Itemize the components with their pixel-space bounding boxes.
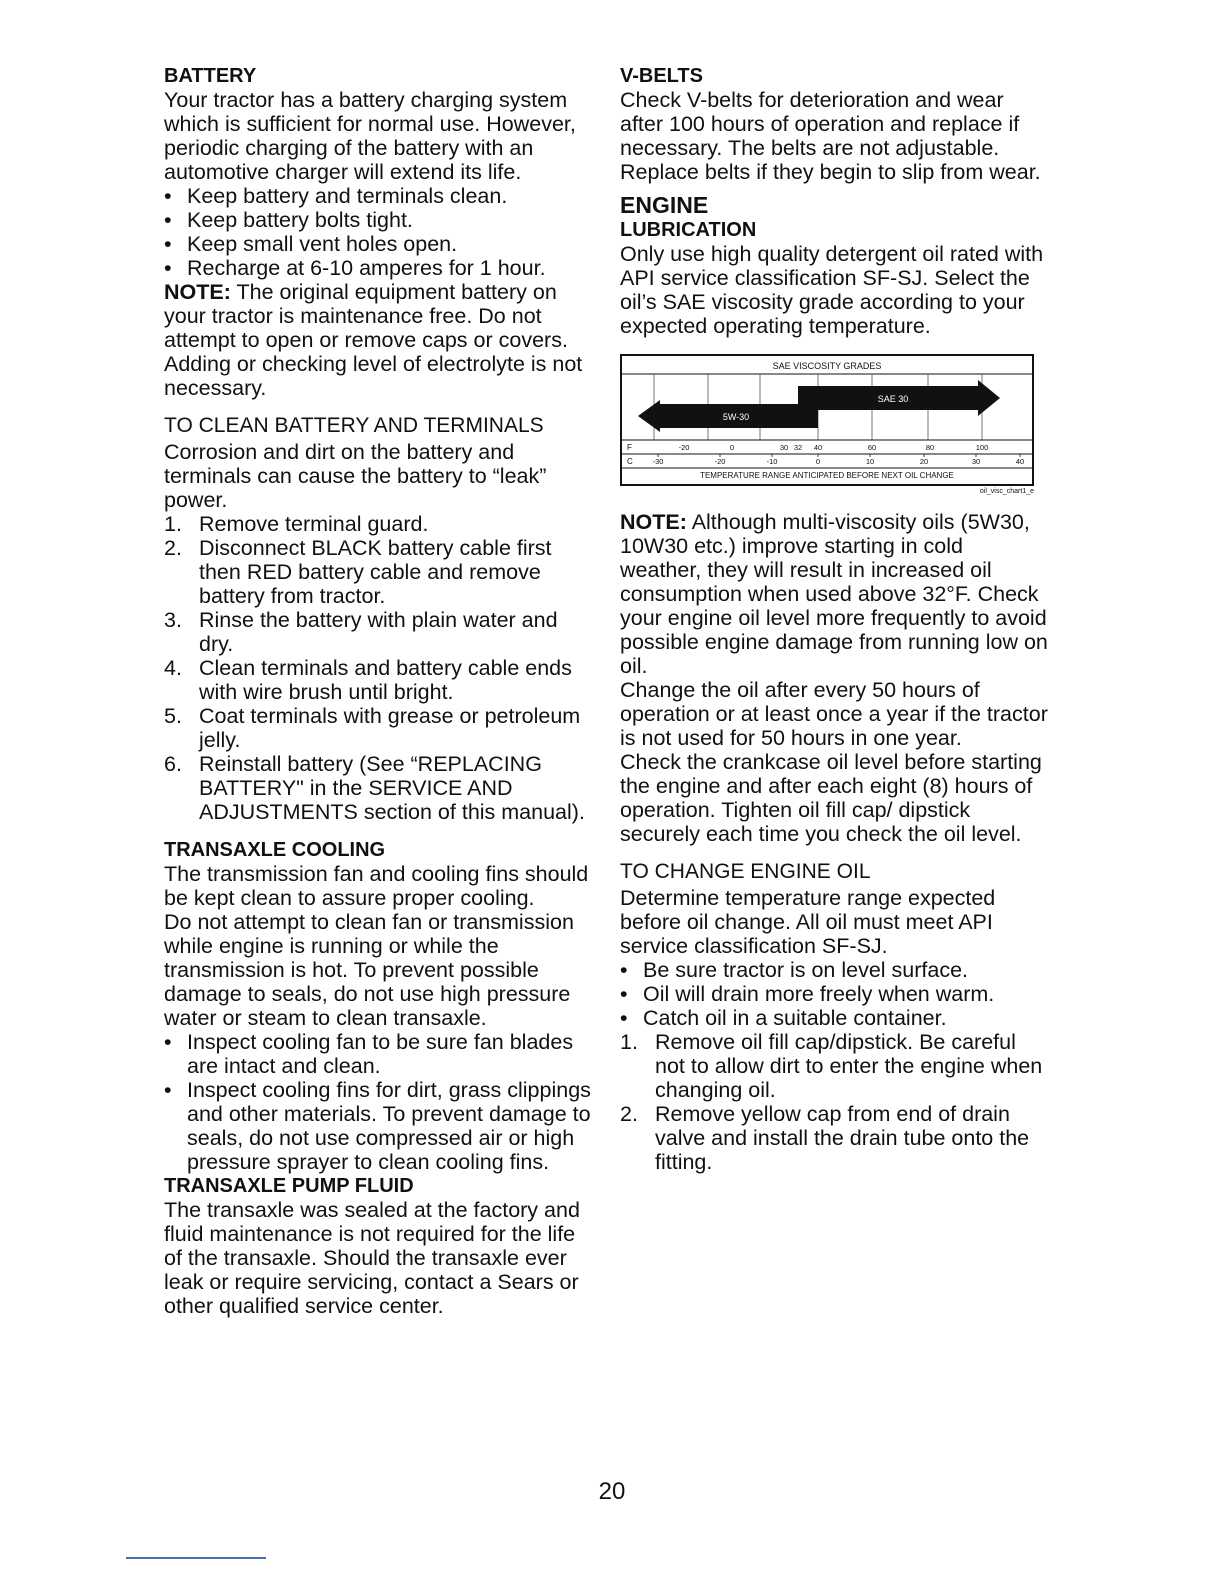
list-item	[164, 752, 596, 824]
list-item: • Oil will drain more freely when warm.	[620, 982, 1050, 1006]
bar-sae30-label: SAE 30	[877, 394, 909, 404]
step-text: Remove oil fill cap/dipstick. Be careful not to allow dirt to enter the engine when changing oil.	[655, 1030, 1043, 1102]
scale-c-label: C	[627, 457, 633, 466]
tick-label-f: -20	[678, 443, 690, 452]
list-item: • Inspect cooling fins for dirt, grass clippings and other materials. To prevent damage to seals, do not use compressed air or high pressure sprayer to clean cooling fins.	[164, 1078, 596, 1174]
step-text: Remove terminal guard.	[199, 512, 429, 536]
sae-viscosity-chart	[620, 354, 1034, 486]
clean-battery-heading: TO CLEAN BATTERY AND TERMINALS	[164, 414, 544, 437]
footer-rule	[126, 1557, 266, 1559]
step-text: Coat terminals with grease or petroleum jelly.	[199, 704, 581, 752]
lubrication-text: Only use high quality detergent oil rated with API service classification SF-SJ. Select the oil’s SAE viscosity grade according to your expected operating temperature.	[620, 242, 1044, 338]
oil-check-text: Check the crankcase oil level before starting the engine and after each eight (8) hours of operation. Tighten oil fill cap/ dipstick securely each time you check the oil level.	[620, 750, 1042, 846]
step-text: Remove yellow cap from end of drain valve and install the drain tube onto the fitting.	[655, 1102, 1030, 1174]
lubrication-heading: LUBRICATION	[620, 219, 757, 241]
chart-code: oil_visc_chart1_e	[979, 488, 1034, 495]
step-number: 2.	[164, 536, 182, 560]
tick-label-c: 0	[815, 457, 821, 466]
list-item	[164, 512, 596, 536]
step-number: 1.	[164, 512, 182, 536]
pump-fluid-text: The transaxle was sealed at the factory and fluid maintenance is not required for the life of the transaxle. Should the transaxle ever leak or require servicing, contact a Sears or other qualified service center.	[164, 1198, 580, 1318]
tick-label-c: -10	[766, 457, 778, 466]
tick-label-f: 60	[867, 443, 877, 452]
oil-note	[620, 510, 1050, 678]
left-column	[164, 64, 596, 1318]
list-item: • Inspect cooling fan to be sure fan blades are intact and clean.	[164, 1030, 596, 1078]
tick-label-f: 32	[793, 443, 803, 452]
cooling-tips-list	[164, 1030, 596, 1174]
step-text: Clean terminals and battery cable ends with wire brush until bright.	[199, 656, 572, 704]
list-item: • Keep battery and terminals clean.	[164, 184, 596, 208]
list-item	[164, 536, 596, 608]
tick-label-c: -30	[652, 457, 664, 466]
cooling-paragraph: The transmission fan and cooling fins should be kept clean to assure proper cooling.	[164, 862, 589, 910]
step-number: 5.	[164, 704, 182, 728]
cooling-paragraph: Do not attempt to clean fan or transmission while engine is running or while the transmission is hot. To prevent possible damage to seals, do not use high pressure water or steam to clean transaxle.	[164, 910, 574, 1030]
list-item	[164, 704, 596, 752]
list-item	[620, 1102, 1050, 1174]
step-number: 6.	[164, 752, 182, 776]
list-item	[164, 608, 596, 656]
step-text: Rinse the battery with plain water and dry.	[199, 608, 558, 656]
battery-note	[164, 280, 596, 400]
note-label: NOTE:	[620, 510, 687, 534]
list-item: • Be sure tractor is on level surface.	[620, 958, 1050, 982]
step-text: Reinstall battery (See “REPLACING BATTERY" in the SERVICE AND ADJUSTMENTS section of this manual).	[199, 752, 585, 824]
tick-label-c: 10	[865, 457, 875, 466]
clean-battery-steps	[164, 512, 596, 824]
step-text: Disconnect BLACK battery cable first then RED battery cable and remove battery from tractor.	[199, 536, 552, 608]
list-item: • Catch oil in a suitable container.	[620, 1006, 1050, 1030]
step-number: 4.	[164, 656, 182, 680]
tick-label-f: 100	[975, 443, 989, 452]
chart-xlabel: TEMPERATURE RANGE ANTICIPATED BEFORE NEXT OIL CHANGE	[700, 471, 954, 480]
scale-f-label: F	[627, 443, 632, 452]
tick-label-f: 0	[729, 443, 735, 452]
clean-battery-intro: Corrosion and dirt on the battery and terminals can cause the battery to “leak” power.	[164, 440, 547, 512]
step-number: 2.	[620, 1102, 638, 1126]
step-number: 3.	[164, 608, 182, 632]
tick-label-f: 40	[813, 443, 823, 452]
transaxle-pump-fluid-heading: TRANSAXLE PUMP FLUID	[164, 1175, 414, 1197]
list-item	[620, 1030, 1050, 1102]
battery-heading: BATTERY	[164, 65, 257, 87]
change-oil-heading: TO CHANGE ENGINE OIL	[620, 860, 871, 883]
tick-label-c: -20	[714, 457, 726, 466]
tick-label-f: 30	[779, 443, 789, 452]
list-item: • Keep small vent holes open.	[164, 232, 596, 256]
vbelts-text: Check V-belts for deterioration and wear after 100 hours of operation and replace if necessary. The belts are not adjustable. Replace belts if they begin to slip from wear.	[620, 88, 1041, 184]
battery-intro: Your tractor has a battery charging system which is sufficient for normal use. However, periodic charging of the battery with an automotive charger will extend its life.	[164, 88, 576, 184]
note-text: Although multi-viscosity oils (5W30, 10W30 etc.) improve starting in cold weather, they will result in increased oil consumption when used above 32°F. Check your engine oil level more frequently to avoid possible engine damage from running low on oil.	[620, 510, 1048, 678]
right-column	[620, 64, 1050, 1174]
viscosity-chart-svg	[622, 356, 1032, 484]
oil-change-interval: Change the oil after every 50 hours of operation or at least once a year if the tractor is not used for 50 hours in one year.	[620, 678, 1048, 750]
change-oil-intro: Determine temperature range expected before oil change. All oil must meet API service classification SF-SJ.	[620, 886, 996, 958]
list-item: • Keep battery bolts tight.	[164, 208, 596, 232]
engine-heading: ENGINE	[620, 192, 709, 218]
chart-title: SAE VISCOSITY GRADES	[772, 361, 882, 371]
list-item	[164, 656, 596, 704]
step-number: 1.	[620, 1030, 638, 1054]
change-oil-steps	[620, 1030, 1050, 1174]
vbelts-heading: V-BELTS	[620, 65, 703, 87]
tick-label-c: 20	[919, 457, 929, 466]
tick-label-f: 80	[925, 443, 935, 452]
note-text: The original equipment battery on your tractor is maintenance free. Do not attempt to open or remove caps or covers. Adding or checking level of electrolyte is not necessary.	[164, 280, 583, 400]
transaxle-cooling-heading: TRANSAXLE COOLING	[164, 839, 386, 861]
note-label: NOTE:	[164, 280, 231, 304]
page-number: 20	[598, 1478, 626, 1505]
list-item: • Recharge at 6-10 amperes for 1 hour.	[164, 256, 596, 280]
bar-5w30-label: 5W-30	[722, 412, 750, 422]
change-oil-tips-list	[620, 958, 1050, 1030]
tick-label-c: 30	[971, 457, 981, 466]
tick-label-c: 40	[1015, 457, 1025, 466]
battery-tips-list	[164, 184, 596, 280]
